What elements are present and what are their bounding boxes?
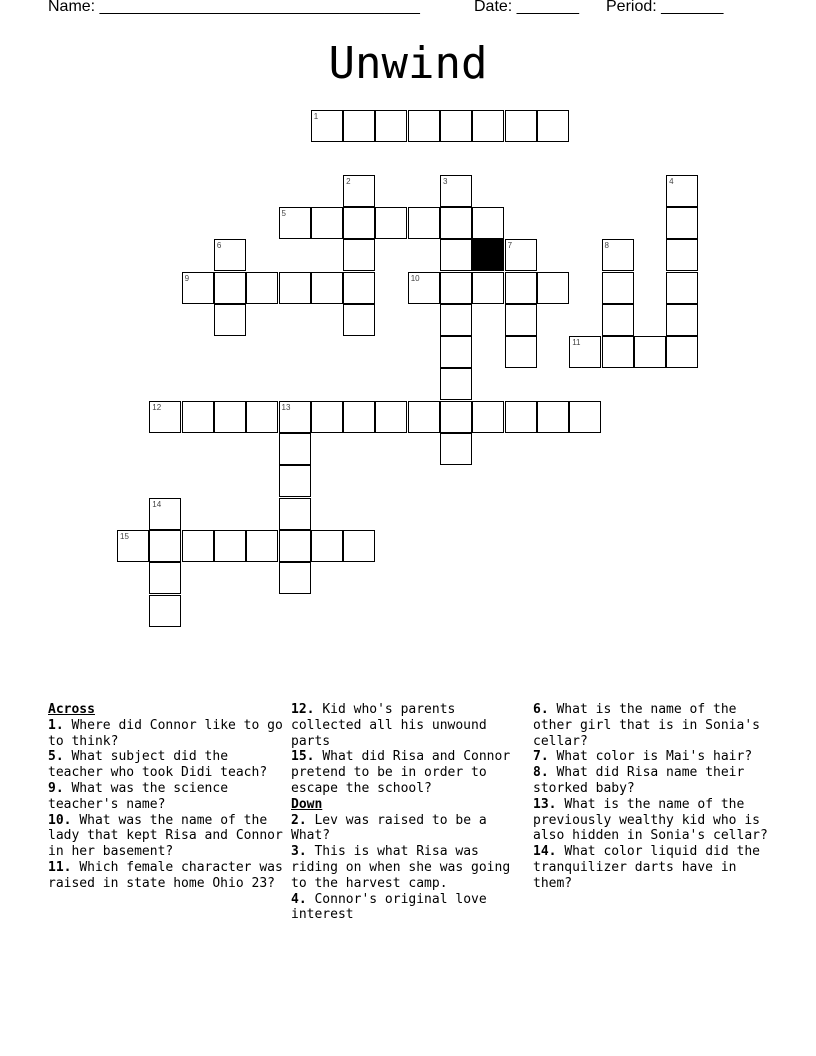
crossword-cell[interactable] <box>343 110 375 142</box>
crossword-cell[interactable] <box>666 304 698 336</box>
crossword-cell[interactable] <box>182 272 214 304</box>
crossword-cell[interactable] <box>246 530 278 562</box>
clue-number: 6. <box>533 702 549 717</box>
clue-text: What color liquid did the tranquilizer darts have in them? <box>533 844 760 891</box>
crossword-cell[interactable] <box>246 272 278 304</box>
crossword-cell[interactable] <box>666 175 698 207</box>
crossword-cell[interactable] <box>311 110 343 142</box>
clue-text: What subject did the teacher who took Didi teach? <box>48 749 268 781</box>
cell-number: 2 <box>346 176 351 186</box>
clue-text: Connor's original love interest <box>291 891 487 923</box>
across-heading: Across <box>48 702 95 717</box>
crossword-cell[interactable] <box>472 207 504 239</box>
cell-number: 4 <box>669 176 674 186</box>
cell-number: 1 <box>313 112 319 121</box>
crossword-cell[interactable] <box>214 304 246 336</box>
crossword-cell[interactable] <box>537 110 569 142</box>
cell-number: 10 <box>410 273 420 283</box>
name-field-label[interactable]: Name: ____________________________________ <box>48 0 420 15</box>
down-clue <box>533 749 769 765</box>
crossword-cell[interactable] <box>666 239 698 271</box>
crossword-cell[interactable] <box>440 368 472 400</box>
crossword-cell[interactable] <box>279 562 311 594</box>
crossword-cell[interactable] <box>505 304 537 336</box>
clue-number: 5. <box>48 749 64 765</box>
down-heading: Down <box>291 796 323 812</box>
across-clue <box>48 860 284 892</box>
crossword-cell[interactable] <box>214 401 246 433</box>
across-clue <box>48 718 284 750</box>
across-clue <box>48 749 284 781</box>
clue-text: This is what Risa was riding on when she was going to the harvest camp. <box>291 844 511 891</box>
crossword-cell[interactable] <box>375 110 407 142</box>
crossword-cell[interactable] <box>569 401 601 433</box>
crossword-cell[interactable] <box>505 239 537 271</box>
crossword-cell[interactable] <box>440 401 472 433</box>
crossword-cell[interactable] <box>343 530 375 562</box>
crossword-cell[interactable] <box>246 401 278 433</box>
date-field-label[interactable]: Date: _______ <box>474 0 579 15</box>
crossword-cell[interactable] <box>440 207 472 239</box>
across-clue <box>48 781 284 813</box>
down-clue <box>533 765 769 797</box>
clue-number: 1. <box>48 717 64 733</box>
clue-text: What is the name of the previously wealthy kid who is also hidden in Sonia's cellar? <box>533 796 768 844</box>
cell-number: 12 <box>152 402 162 412</box>
crossword-cell[interactable] <box>343 401 375 433</box>
crossword-cell[interactable] <box>440 110 472 142</box>
clues-column-2 <box>291 702 527 923</box>
clue-text: What is the name of the other girl that is in Sonia's cellar? <box>533 702 760 749</box>
crossword-cell[interactable] <box>569 336 601 368</box>
crossword-cell[interactable] <box>666 207 698 239</box>
clue-number: 15. <box>291 749 315 765</box>
clue-text: What was the science teacher's name? <box>48 780 229 812</box>
clue-text: What did Risa and Connor pretend to be in order to escape the school? <box>291 749 511 796</box>
clue-number: 7. <box>533 749 549 765</box>
crossword-cell[interactable] <box>343 304 375 336</box>
cell-number: 7 <box>507 241 513 251</box>
crossword-cell[interactable] <box>472 272 504 304</box>
clue-text: Kid who's parents collected all his unwound parts <box>291 702 487 749</box>
crossword-cell[interactable] <box>279 498 311 530</box>
crossword-cell[interactable] <box>279 433 311 465</box>
crossword-cell[interactable] <box>343 207 375 239</box>
down-clue <box>291 892 527 924</box>
crossword-cell[interactable] <box>666 272 698 304</box>
clue-number: 12. <box>291 702 315 717</box>
crossword-cell[interactable] <box>279 465 311 497</box>
crossword-cell[interactable] <box>602 239 634 271</box>
clue-number: 10. <box>48 812 72 828</box>
crossword-cell[interactable] <box>375 207 407 239</box>
crossword-cell[interactable] <box>343 272 375 304</box>
crossword-cell[interactable] <box>311 401 343 433</box>
crossword-cell[interactable] <box>375 401 407 433</box>
down-clue <box>291 813 527 845</box>
crossword-cell[interactable] <box>279 401 311 433</box>
cell-number: 15 <box>120 531 129 541</box>
clue-text: What was the name of the lady that kept Risa and Connor in her basement? <box>48 812 283 860</box>
crossword-cell[interactable] <box>343 239 375 271</box>
crossword-cell[interactable] <box>182 530 214 562</box>
crossword-cell[interactable] <box>472 110 504 142</box>
crossword-cell[interactable] <box>214 272 246 304</box>
crossword-cell[interactable] <box>214 239 246 271</box>
crossword-cell[interactable] <box>182 401 214 433</box>
crossword-cell[interactable] <box>311 272 343 304</box>
cell-number: 5 <box>281 208 286 218</box>
crossword-cell[interactable] <box>472 401 504 433</box>
cell-number: 9 <box>184 273 190 283</box>
clue-number: 14. <box>533 844 557 860</box>
clues-column-1 <box>48 702 284 892</box>
clues-column-3 <box>533 702 769 892</box>
crossword-cell[interactable] <box>149 401 181 433</box>
period-field-label[interactable]: Period: _______ <box>606 0 724 15</box>
crossword-cell[interactable] <box>311 530 343 562</box>
crossword-cell[interactable] <box>149 595 181 627</box>
crossword-cell[interactable] <box>214 530 246 562</box>
cell-number: 13 <box>281 402 291 412</box>
crossword-cell[interactable] <box>440 175 472 207</box>
crossword-cell[interactable] <box>408 401 440 433</box>
crossword-cell[interactable] <box>440 433 472 465</box>
crossword-cell[interactable] <box>149 562 181 594</box>
crossword-cell[interactable] <box>602 272 634 304</box>
crossword-cell[interactable] <box>537 272 569 304</box>
clue-number: 8. <box>533 765 549 781</box>
crossword-cell[interactable] <box>505 401 537 433</box>
down-clue <box>533 702 769 749</box>
cell-number: 14 <box>152 499 162 509</box>
clue-number: 9. <box>48 780 64 796</box>
clue-number: 13. <box>533 796 557 812</box>
crossword-cell[interactable] <box>440 304 472 336</box>
clue-text: Lev was raised to be a What? <box>291 812 487 844</box>
down-clue <box>533 844 769 891</box>
crossword-cell[interactable] <box>408 207 440 239</box>
crossword-cell[interactable] <box>311 207 343 239</box>
crossword-cell[interactable] <box>279 530 311 562</box>
crossword-cell[interactable] <box>634 336 666 368</box>
clue-number: 4. <box>291 891 307 907</box>
cell-number: 8 <box>604 241 609 251</box>
cell-number: 3 <box>443 176 448 186</box>
clue-text: Which female character was raised in state home Ohio 23? <box>48 859 283 891</box>
clue-number: 3. <box>291 844 307 860</box>
crossword-cell[interactable] <box>408 110 440 142</box>
across-clue <box>48 813 284 860</box>
crossword-cell[interactable] <box>505 336 537 368</box>
crossword-cell[interactable] <box>440 336 472 368</box>
crossword-cell[interactable] <box>505 272 537 304</box>
clue-text: Where did Connor like to go to think? <box>48 717 283 749</box>
crossword-cell[interactable] <box>602 304 634 336</box>
cell-number: 6 <box>216 241 222 251</box>
across-clue <box>291 702 527 749</box>
crossword-cell[interactable] <box>149 530 181 562</box>
crossword-block-cell <box>472 239 504 271</box>
crossword-cell[interactable] <box>408 272 440 304</box>
across-clue <box>291 749 527 796</box>
clue-number: 2. <box>291 812 307 828</box>
puzzle-title: Unwind <box>328 38 488 89</box>
crossword-cell[interactable] <box>505 110 537 142</box>
crossword-cell[interactable] <box>343 175 375 207</box>
crossword-cell[interactable] <box>440 272 472 304</box>
clue-text: What did Risa name their storked baby? <box>533 765 745 796</box>
down-clue <box>533 797 769 844</box>
crossword-cell[interactable] <box>602 336 634 368</box>
cell-number: 11 <box>572 338 581 348</box>
crossword-cell[interactable] <box>537 401 569 433</box>
crossword-cell[interactable] <box>149 498 181 530</box>
crossword-cell[interactable] <box>440 239 472 271</box>
clue-number: 11. <box>48 859 72 875</box>
clue-text: What color is Mai's hair? <box>556 749 753 765</box>
crossword-cell[interactable] <box>666 336 698 368</box>
crossword-cell[interactable] <box>117 530 149 562</box>
down-clue <box>291 844 527 891</box>
crossword-cell[interactable] <box>279 272 311 304</box>
crossword-cell[interactable] <box>279 207 311 239</box>
